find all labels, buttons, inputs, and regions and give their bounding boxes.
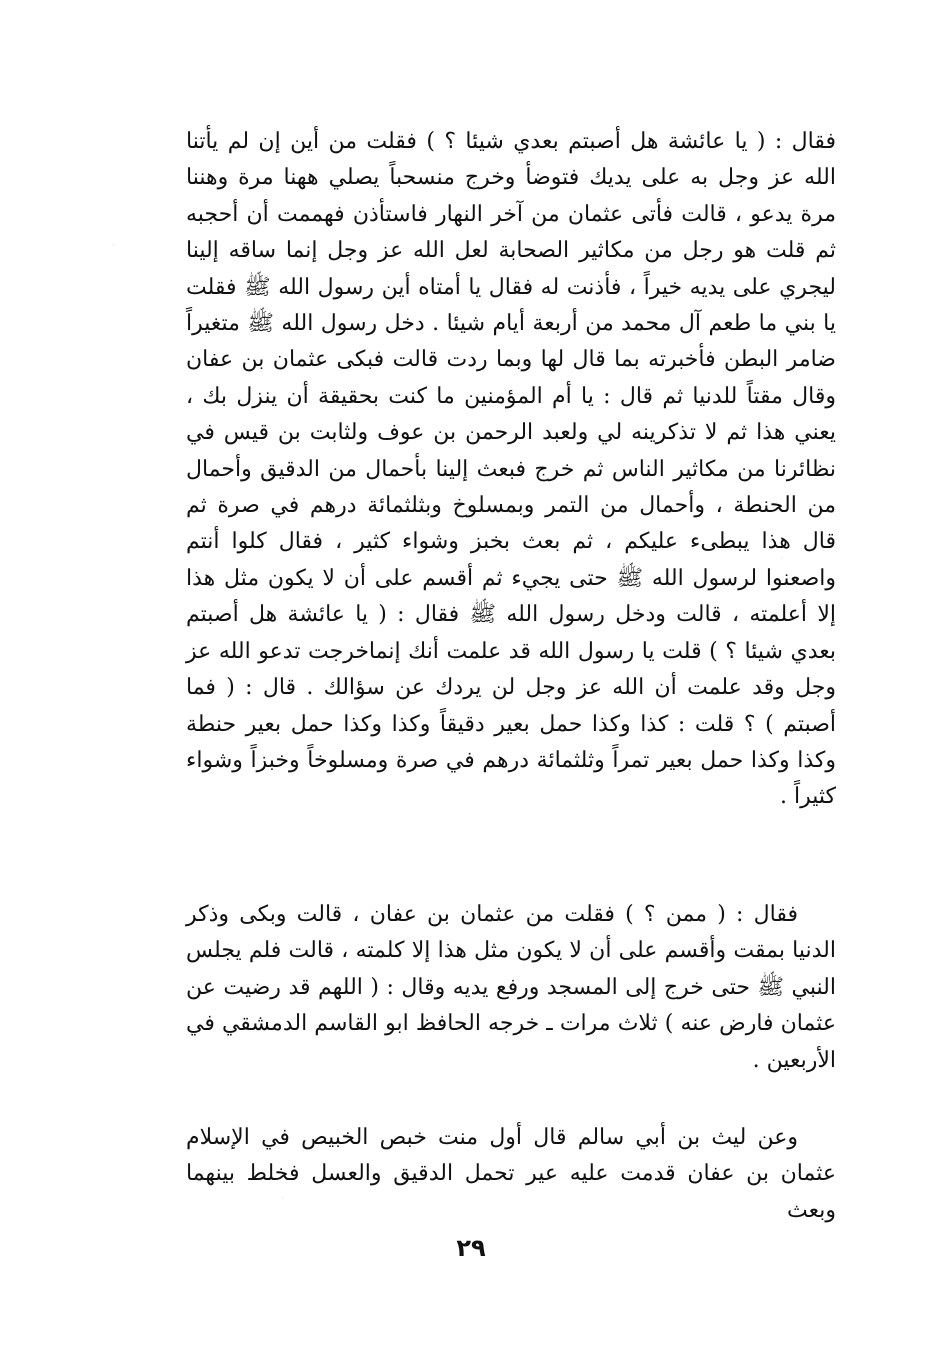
paragraph-3: وعن ليث بن أبي سالم قال أول منت خبص الخبيص في الإسلام عثمان بن عفان قدمت عليه عير تحمل الدقيق والعسل فخلط بينهما وبعث [186, 1125, 836, 1223]
paragraph-2: فقال : ( ممن ؟ ) فقلت من عثمان بن عفان ، قالت وبكى وذكر الدنيا بمقت وأقسم على أن لا يكون مثل هذا إلا كلمته ، قالت فلم يجلس النبي ﷺ حتى خرج إلى المسجد ورفع يديه وقال : ( اللهم قد رضيت عن عثمان فارض عنه ) ثلاث مرات ـ خرجه الحافظ ابو القاسم الدمشقي في الأربعين . [186, 902, 836, 1073]
page-number: ٢٩ [456, 1234, 486, 1262]
paragraph-1: فقال : ( يا عائشة هل أصبتم بعدي شيئا ؟ ) فقلت من أين إن لم يأتنا الله عز وجل به على يديك فتوضأ وخرج منسحباً يصلي ههنا مرة وهننا مرة يدعو ، قالت فأتى عثمان من آخر النهار فاستأذن فهممت أن أحجبه ثم قلت هو رجل من مكاثير الصحابة لعل الله عز وجل إنما ساقه إلينا ليجري على يديه خيراً ، فأذنت له فقال يا أمتاه أين رسول الله ﷺ فقلت يا بني ما طعم آل محمد من أربعة أيام شيئا . دخل رسول الله ﷺ متغيراً ضامر البطن فأخبرته بما قال لها وبما ردت قالت فبكى عثمان بن عفان وقال مقتاً للدنيا ثم قال : يا أم المؤمنين ما كنت بحقيقة أن ينزل بك ، يعني هذا ثم لا تذكرينه لي ولعبد الرحمن بن عوف ولثابت بن قيس في نظائرنا من مكاثير الناس ثم خرج فبعث إلينا بأحمال من الدقيق وأحمال من الحنطة ، وأحمال من التمر وبمسلوخ وبثلثمائة درهم في صرة ثم قال هذا يبطىء عليكم ، ثم بعث بخبز وشواء كثير ، فقال كلوا أنتم واصعنوا لرسول الله ﷺ حتى يجيء ثم أقسم على أن لا يكون مثل هذا إلا أعلمته ، قالت ودخل رسول الله ﷺ فقال : ( يا عائشة هل أصبتم بعدي شيئا ؟ ) قلت يا رسول الله قد علمت أنك إنماخرجت تدعو الله عز وجل وقد علمت أن الله عز وجل لن يردك عن سؤالك . قال : ( فما أصبتم ) ؟ قلت : كذا وكذا حمل بعير دقيقاً وكذا وكذا حمل بعير حنطة وكذا وكذا حمل بعير تمراً وثلثمائة درهم في صرة ومسلوخاً وخبزاً وشواء كثيراً . [186, 129, 836, 810]
